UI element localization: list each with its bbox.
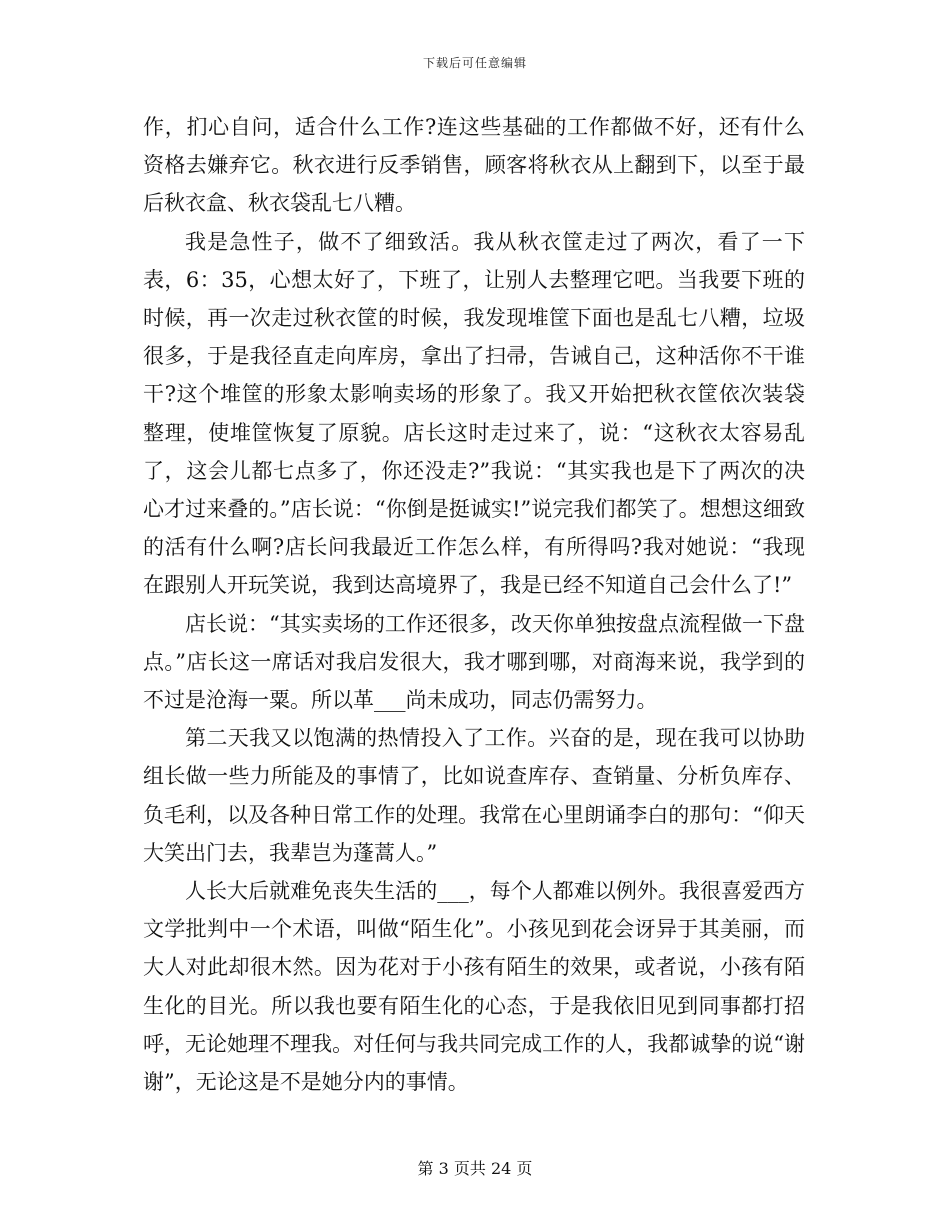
page-number: 第 3 页共 24 页 bbox=[417, 1159, 533, 1178]
document-body bbox=[143, 108, 805, 1101]
paragraph-4: 第二天我又以饱满的热情投入了工作。兴奋的是，现在我可以协助组长做一些力所能及的事情了，比如说查库存、查销量、分析负库存、负毛利，以及各种日常工作的处理。我常在心里朗诵李白的那句：“仰天大笑出门去，我辈岂为蓬蒿人。” bbox=[143, 726, 805, 865]
paragraph-1: 作，扪心自问，适合什么工作?连这些基础的工作都做不好，还有什么资格去嫌弃它。秋衣进行反季销售，顾客将秋衣从上翻到下，以至于最后秋衣盒、秋衣袋乱七八糟。 bbox=[143, 115, 805, 216]
paragraph-3: 店长说：“其实卖场的工作还很多，改天你单独按盘点流程做一下盘点。”店长这一席话对我启发很大，我才哪到哪，对商海来说，我学到的不过是沧海一粟。所以革___尚未成功，同志仍需努力。 bbox=[143, 611, 805, 713]
paragraph-2: 我是急性子，做不了细致活。我从秋衣筐走过了两次，看了一下表，6：35，心想太好了，下班了，让别人去整理它吧。当我要下班的时候，再一次走过秋衣筐的时候，我发现堆筐下面也是乱七八糟，垃圾很多，于是我径直走向库房，拿出了扫帚，告诫自己，这种活你不干谁干?这个堆筐的形象太影响卖场的形象了。我又开始把秋衣筐依次装袋整理，使堆筐恢复了原貌。店长这时走过来了，说：“这秋衣太容易乱了，这会儿都七点多了，你还没走?”我说：“其实我也是下了两次的决心才过来叠的。”店长说：“你倒是挺诚实!”说完我们都笑了。想想这细致的活有什么啊?店长问我最近工作怎么样，有所得吗?我对她说：“我现在跟别人开玩笑说，我到达高境界了，我是已经不知道自己会什么了!” bbox=[143, 229, 805, 598]
paragraph-5: 人长大后就难免丧失生活的___，每个人都难以例外。我很喜爱西方文学批判中一个术语，叫做“陌生化”。小孩见到花会讶异于其美丽，而大人对此却很木然。因为花对于小孩有陌生的效果，或者说，小孩有陌生化的目光。所以我也要有陌生化的心态，于是我依旧见到同事都打招呼，无论她理不理我。对任何与我共同完成工作的人，我都诚挚的说“谢谢”，无论这是不是她分内的事情。 bbox=[143, 879, 805, 1095]
page-header-note: 下载后可任意编辑 bbox=[422, 56, 527, 70]
